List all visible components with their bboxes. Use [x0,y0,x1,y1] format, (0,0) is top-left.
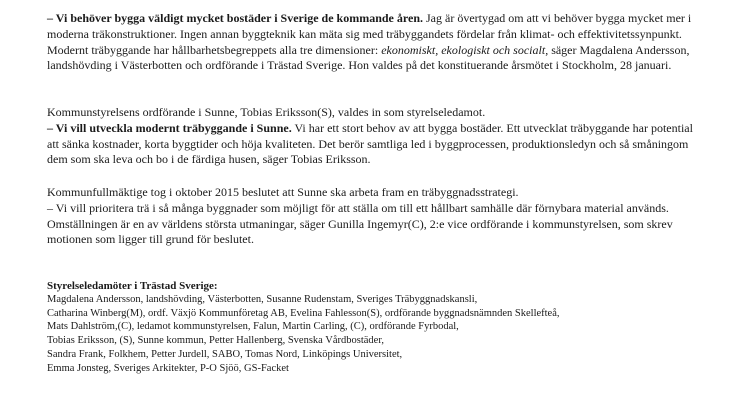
body-text: , säger Magdalena Andersson, landshövding i Västerbotten och ordförande i Trästad Sverige. Hon valdes på det konstituerande årsmötet i Stockholm, 28 januari. [47,42,690,73]
body-text: Jag är övertygad om att vi behöver bygga mycket mer i moderna träkonstruktioner. Ingen annan byggteknik kan mäta sig med träbyggandets fördelar från klimat- och effektivitetssynpunkt. Modernt träbyggande har hållbarhetsbegreppets alla tre dimensioner: [47,11,692,57]
body-text: Vi har ett stort behov av att bygga bostäder. Ett utvecklat träbyggande har potential att sänka kostnader, korta byggtider och höja kvaliteten. Det berör samtliga led i byggprocessen, produktionsledyn och så småningom dem som ska leva och bo i de färdiga husen, säger Tobias Eriksson. [47,120,693,167]
board-member-line: Catharina Winberg(M), ordf. Växjö Kommunföretag AB, Evelina Fahlesson(S), ordförande byggnadsnämnden Skellefteå, [47,307,560,319]
board-member-line: Mats Dahlström,(C), ledamot kommunstyrelsen, Falun, Martin Carling, (C), ordförande Fyrbodal, [47,321,459,333]
paragraph-intro: Kommunstyrelsens ordförande i Sunne, Tobias Eriksson(S), valdes in som styrelseledamot. [47,105,486,119]
board-member-line: Magdalena Andersson, landshövding, Västerbotten, Susanne Rudenstam, Sveriges Träbyggnadskansli, [47,294,478,305]
lead-quote-bold: – Vi behöver bygga väldigt mycket bostäder i Sverige de kommande åren. [47,11,423,25]
lead-quote-bold: – Vi vill utveckla modernt träbyggande i Sunne. [47,120,292,135]
paragraph-intro: Kommunfullmäktige tog i oktober 2015 beslutet att Sunne ska arbeta fram en träbyggnadsstrategi. [47,185,519,199]
board-members-section [47,279,699,375]
board-member-line: Sandra Frank, Folkhem, Petter Jurdell, SABO, Tomas Nord, Linköpings Universitet, [47,348,403,360]
board-member-line: Emma Jonsteg, Sveriges Arkitekter, P-O Sjöö, GS-Facket [47,362,289,374]
body-text: – Vi vill prioritera trä i så många byggnader som möjligt för att ställa om till ett hållbart samhälle där förnybara material används. Omställningen är en av världens största utmaningar, säger Gunilla Ingemyr(C), 2:e vice ordförande i kommunstyrelsen, som skrev motionen som ligger till grund för beslutet. [47,200,673,247]
paragraph-gunilla-quote [47,185,699,248]
paragraph-tobias-quote [47,105,699,168]
board-title: Styrelseledamöter i Trästad Sverige: [47,280,218,292]
italic-dimensions: ekonomiskt, ekologiskt och socialt [381,42,546,57]
paragraph-magdalena-quote [47,11,699,74]
board-member-line: Tobias Eriksson, (S), Sunne kommun, Petter Hallenberg, Svenska Vårdbostäder, [47,335,385,347]
